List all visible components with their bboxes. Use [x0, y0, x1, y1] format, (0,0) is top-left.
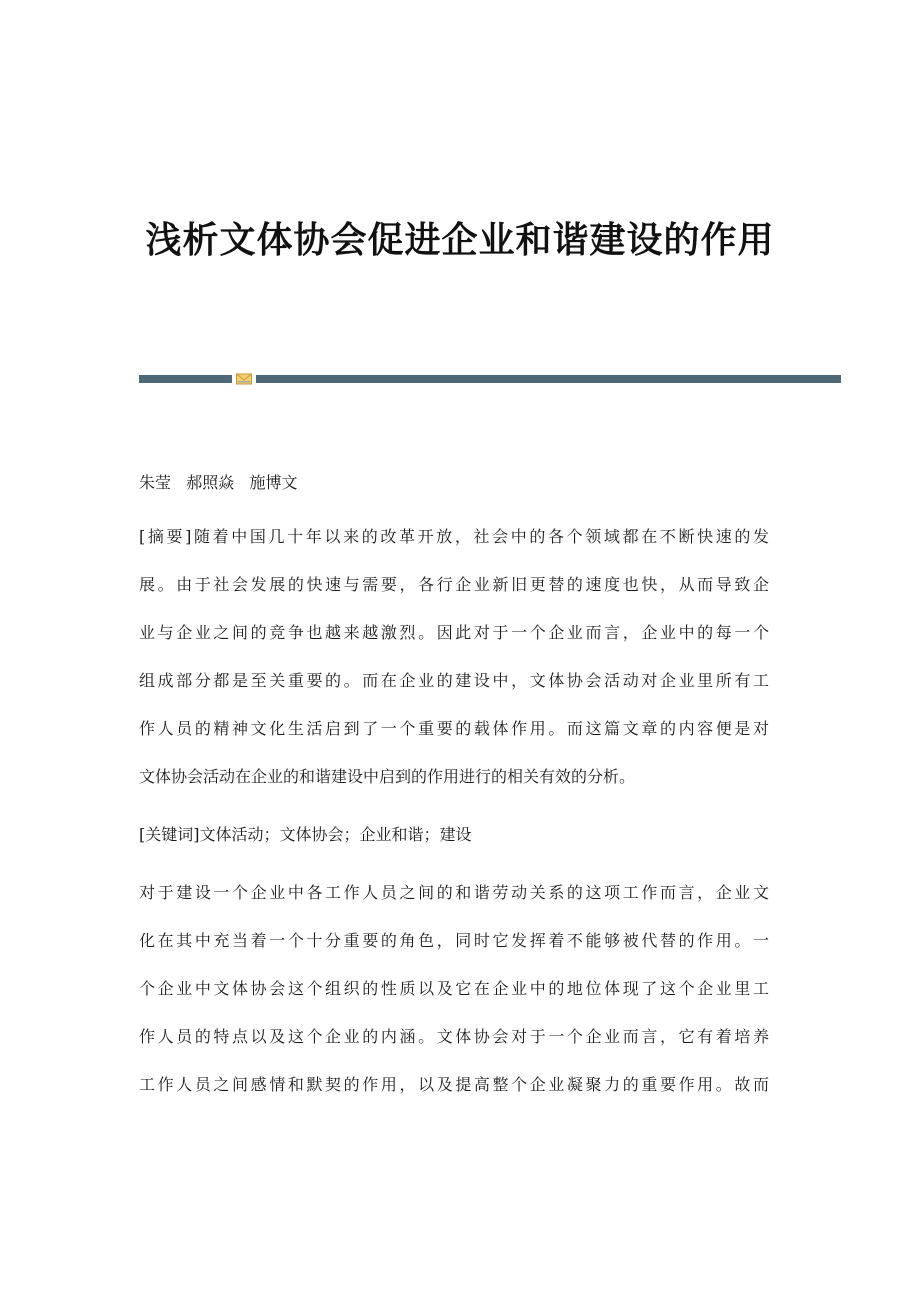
keywords-paragraph: [139, 811, 769, 859]
abstract-line: 作人员的精神文化生活启到了一个重要的载体作用。而这篇文章的内容便是对: [139, 719, 769, 738]
abstract-line: 文体协会活动在企业的和谐建设中启到的作用进行的相关有效的分析。: [139, 767, 636, 786]
author-list: 朱莹 郝照焱 施博文: [139, 473, 298, 492]
title-divider: [139, 373, 841, 385]
keywords-line: [关键词]文体活动；文体协会；企业和谐；建设: [139, 825, 472, 844]
abstract-line: 展。由于社会发展的快速与需要，各行企业新旧更替的速度也快，从而导致企: [139, 575, 769, 594]
body-line: 化在其中充当着一个十分重要的角色，同时它发挥着不能够被代替的作用。一: [139, 931, 769, 950]
body-paragraph: [139, 869, 769, 1109]
abstract-line: 组成部分都是至关重要的。而在企业的建设中，文体协会活动对企业里所有工: [139, 671, 769, 690]
divider-bar-right: [256, 375, 841, 383]
document-title: 浅析文体协会促进企业和谐建设的作用: [145, 219, 775, 261]
abstract-paragraph: [139, 513, 769, 801]
body-line: 对于建设一个企业中各工作人员之间的和谐劳动关系的这项工作而言，企业文: [139, 883, 769, 902]
abstract-line: 业与企业之间的竞争也越来越激烈。因此对于一个企业而言，企业中的每一个: [139, 623, 769, 642]
abstract-line: [摘要]随着中国几十年以来的改革开放，社会中的各个领域都在不断快速的发: [139, 527, 769, 546]
document-body: [139, 465, 769, 1119]
body-line: 工作人员之间感情和默契的作用，以及提高整个企业凝聚力的重要作用。故而: [139, 1075, 769, 1094]
body-line: 个企业中文体协会这个组织的性质以及它在企业中的地位体现了这个企业里工: [139, 979, 769, 998]
body-line: 作人员的特点以及这个企业的内涵。文体协会对于一个企业而言，它有着培养: [139, 1027, 769, 1046]
divider-bar-left: [139, 375, 232, 383]
envelope-icon: [236, 373, 252, 385]
